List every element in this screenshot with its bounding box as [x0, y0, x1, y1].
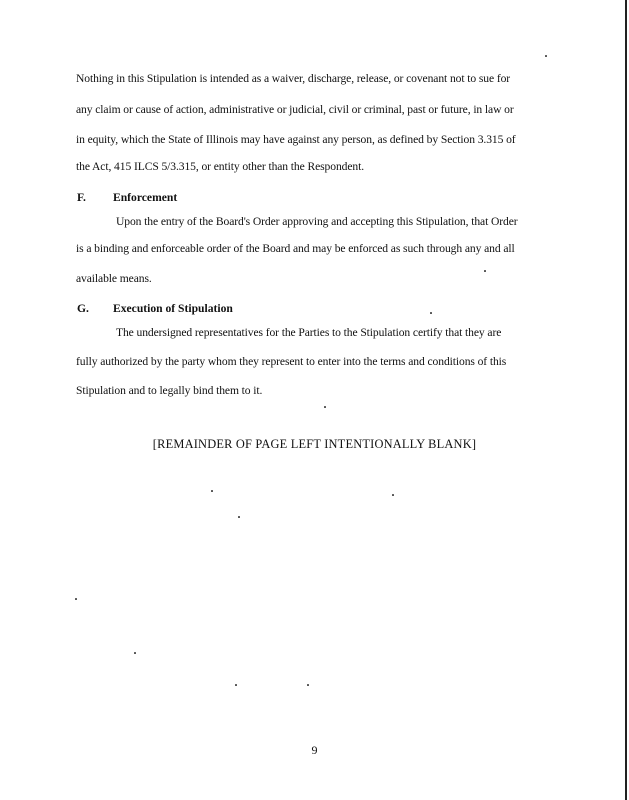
section-g-letter: G. — [77, 302, 89, 315]
scan-edge-line — [625, 0, 627, 800]
scan-speck — [211, 490, 213, 492]
section-g-line-3: Stipulation and to legally bind them to it. — [76, 384, 263, 397]
scan-speck — [235, 684, 237, 686]
intro-line-2: any claim or cause of action, administrative or judicial, civil or criminal, past or future, in law or — [76, 103, 514, 116]
section-g-title: Execution of Stipulation — [113, 302, 233, 315]
intro-line-1: Nothing in this Stipulation is intended as a waiver, discharge, release, or covenant not to sue for — [76, 72, 511, 85]
scan-speck — [134, 652, 136, 654]
scan-speck — [484, 270, 486, 272]
scan-speck — [238, 516, 240, 518]
intro-line-3: in equity, which the State of Illinois may have against any person, as defined by Section 3.315 of — [76, 133, 516, 146]
scan-speck — [307, 684, 309, 686]
remainder-notice: [REMAINDER OF PAGE LEFT INTENTIONALLY BLANK] — [152, 437, 477, 451]
scan-speck — [430, 312, 432, 314]
scan-speck — [545, 55, 547, 57]
scan-speck — [75, 598, 77, 600]
scan-speck — [392, 494, 394, 496]
section-f-line-3: available means. — [76, 272, 152, 285]
intro-line-4: the Act, 415 ILCS 5/3.315, or entity other than the Respondent. — [76, 160, 365, 173]
section-f-title: Enforcement — [113, 191, 178, 204]
section-f-line-2: is a binding and enforceable order of the Board and may be enforced as such through any and all — [76, 242, 515, 255]
scan-speck — [324, 406, 326, 408]
section-g-line-2: fully authorized by the party whom they represent to enter into the terms and conditions of this — [76, 355, 507, 368]
section-g-line-1: The undersigned representatives for the Parties to the Stipulation certify that they are — [116, 326, 502, 339]
section-f-line-1: Upon the entry of the Board's Order approving and accepting this Stipulation, that Order — [116, 215, 518, 228]
section-f-letter: F. — [77, 191, 86, 204]
page-number: 9 — [311, 743, 318, 757]
